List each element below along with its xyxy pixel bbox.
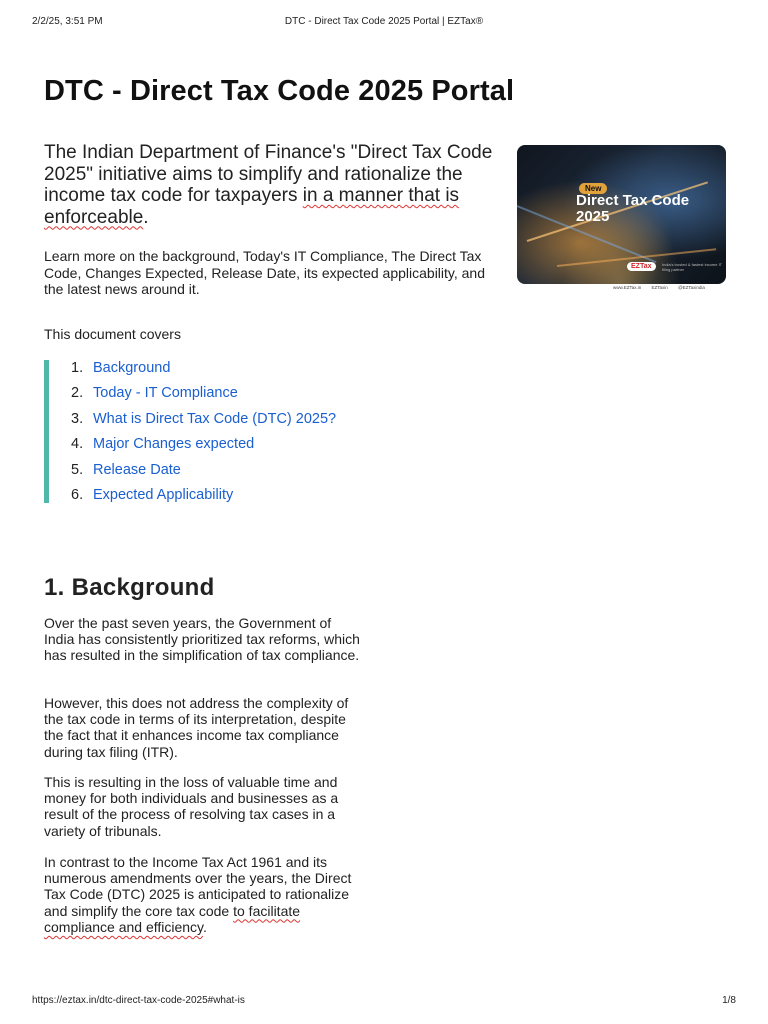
background-paragraph-1: Over the past seven years, the Government of India has consistently prioritized tax reforms, which has resulted in the simplification of tax compliance.	[44, 615, 360, 664]
toc-link-expected-applicability[interactable]: Expected Applicability	[93, 486, 234, 503]
covers-label: This document covers	[44, 326, 181, 342]
hero-image	[517, 145, 726, 284]
toc-item	[67, 411, 367, 436]
background-paragraph-2: However, this does not address the complexity of the tax code in terms of its interpretation, despite the fact that it enhances income tax compliance during tax filing (ITR).	[44, 695, 349, 760]
toc-link-release-date[interactable]: Release Date	[93, 461, 181, 478]
print-url: https://eztax.in/dtc-direct-tax-code-2025#what-is	[32, 995, 245, 1006]
spellcheck-flagged-phrase: in a manner that is enforceable	[44, 185, 460, 228]
toc-item	[67, 360, 367, 385]
lead-paragraph	[44, 142, 494, 228]
toc-item	[67, 462, 367, 487]
hero-new-badge: New	[579, 183, 607, 194]
print-date: 2/2/25, 3:51 PM	[32, 16, 103, 27]
page-title: DTC - Direct Tax Code 2025 Portal	[44, 75, 515, 107]
toc-number: 2.	[71, 385, 84, 402]
toc-link-what-is-dtc[interactable]: What is Direct Tax Code (DTC) 2025?	[93, 410, 337, 427]
table-of-contents	[44, 360, 367, 503]
background-paragraph-3: This is resulting in the loss of valuable time and money for both individuals and businesses as a result of the process of resolving tax cases in a variety of tribunals.	[44, 774, 339, 839]
eztax-logo: EZTax	[627, 262, 656, 271]
toc-link-background[interactable]: Background	[93, 360, 171, 376]
hero-title: Direct Tax Code 2025	[576, 192, 690, 225]
background-paragraph-4	[44, 854, 362, 935]
toc-number: 4.	[71, 436, 84, 453]
print-page-title: DTC - Direct Tax Code 2025 Portal | EZTax®	[284, 16, 484, 27]
toc-number: 5.	[71, 461, 84, 478]
intro-paragraph: Learn more on the background, Today's IT Compliance, The Direct Tax Code, Changes Expected, Release Date, its expected applicability, and the latest news around it.	[44, 248, 486, 297]
lead-text: The Indian Department of Finance's "Direct Tax Code 2025" initiative aims to simplify and rationalize the income tax code for taxpayers	[44, 142, 493, 206]
toc-number: 1.	[71, 360, 84, 376]
toc-number: 6.	[71, 486, 84, 503]
website-link: www.EZTax.in	[613, 285, 642, 290]
paragraph-4-end: .	[203, 918, 207, 935]
toc-link-it-compliance[interactable]: Today - IT Compliance	[93, 385, 238, 402]
lead-end: .	[143, 206, 149, 228]
hero-tagline: India's trusted & fastest income IT filing partner	[662, 262, 723, 272]
paragraph-4-text: In contrast to the Income Tax Act 1961 and its numerous amendments over the years, the Direct Tax Code (DTC) 2025 is anticipated to rationalize and simplify the core tax code	[44, 854, 352, 919]
toc-link-major-changes[interactable]: Major Changes expected	[93, 436, 255, 453]
toc-item	[67, 436, 367, 461]
spellcheck-flagged-phrase: to facilitate compliance and efficiency	[44, 902, 301, 935]
toc-number: 3.	[71, 410, 84, 427]
hero-social-links	[613, 285, 723, 290]
section-heading-background: 1. Background	[44, 574, 215, 601]
toc-item	[67, 385, 367, 410]
twitter-handle: @EZTaxindia	[678, 285, 705, 290]
page-number: 1/8	[722, 995, 736, 1006]
toc-item	[67, 487, 367, 512]
facebook-handle: EZTaxin	[651, 285, 668, 290]
